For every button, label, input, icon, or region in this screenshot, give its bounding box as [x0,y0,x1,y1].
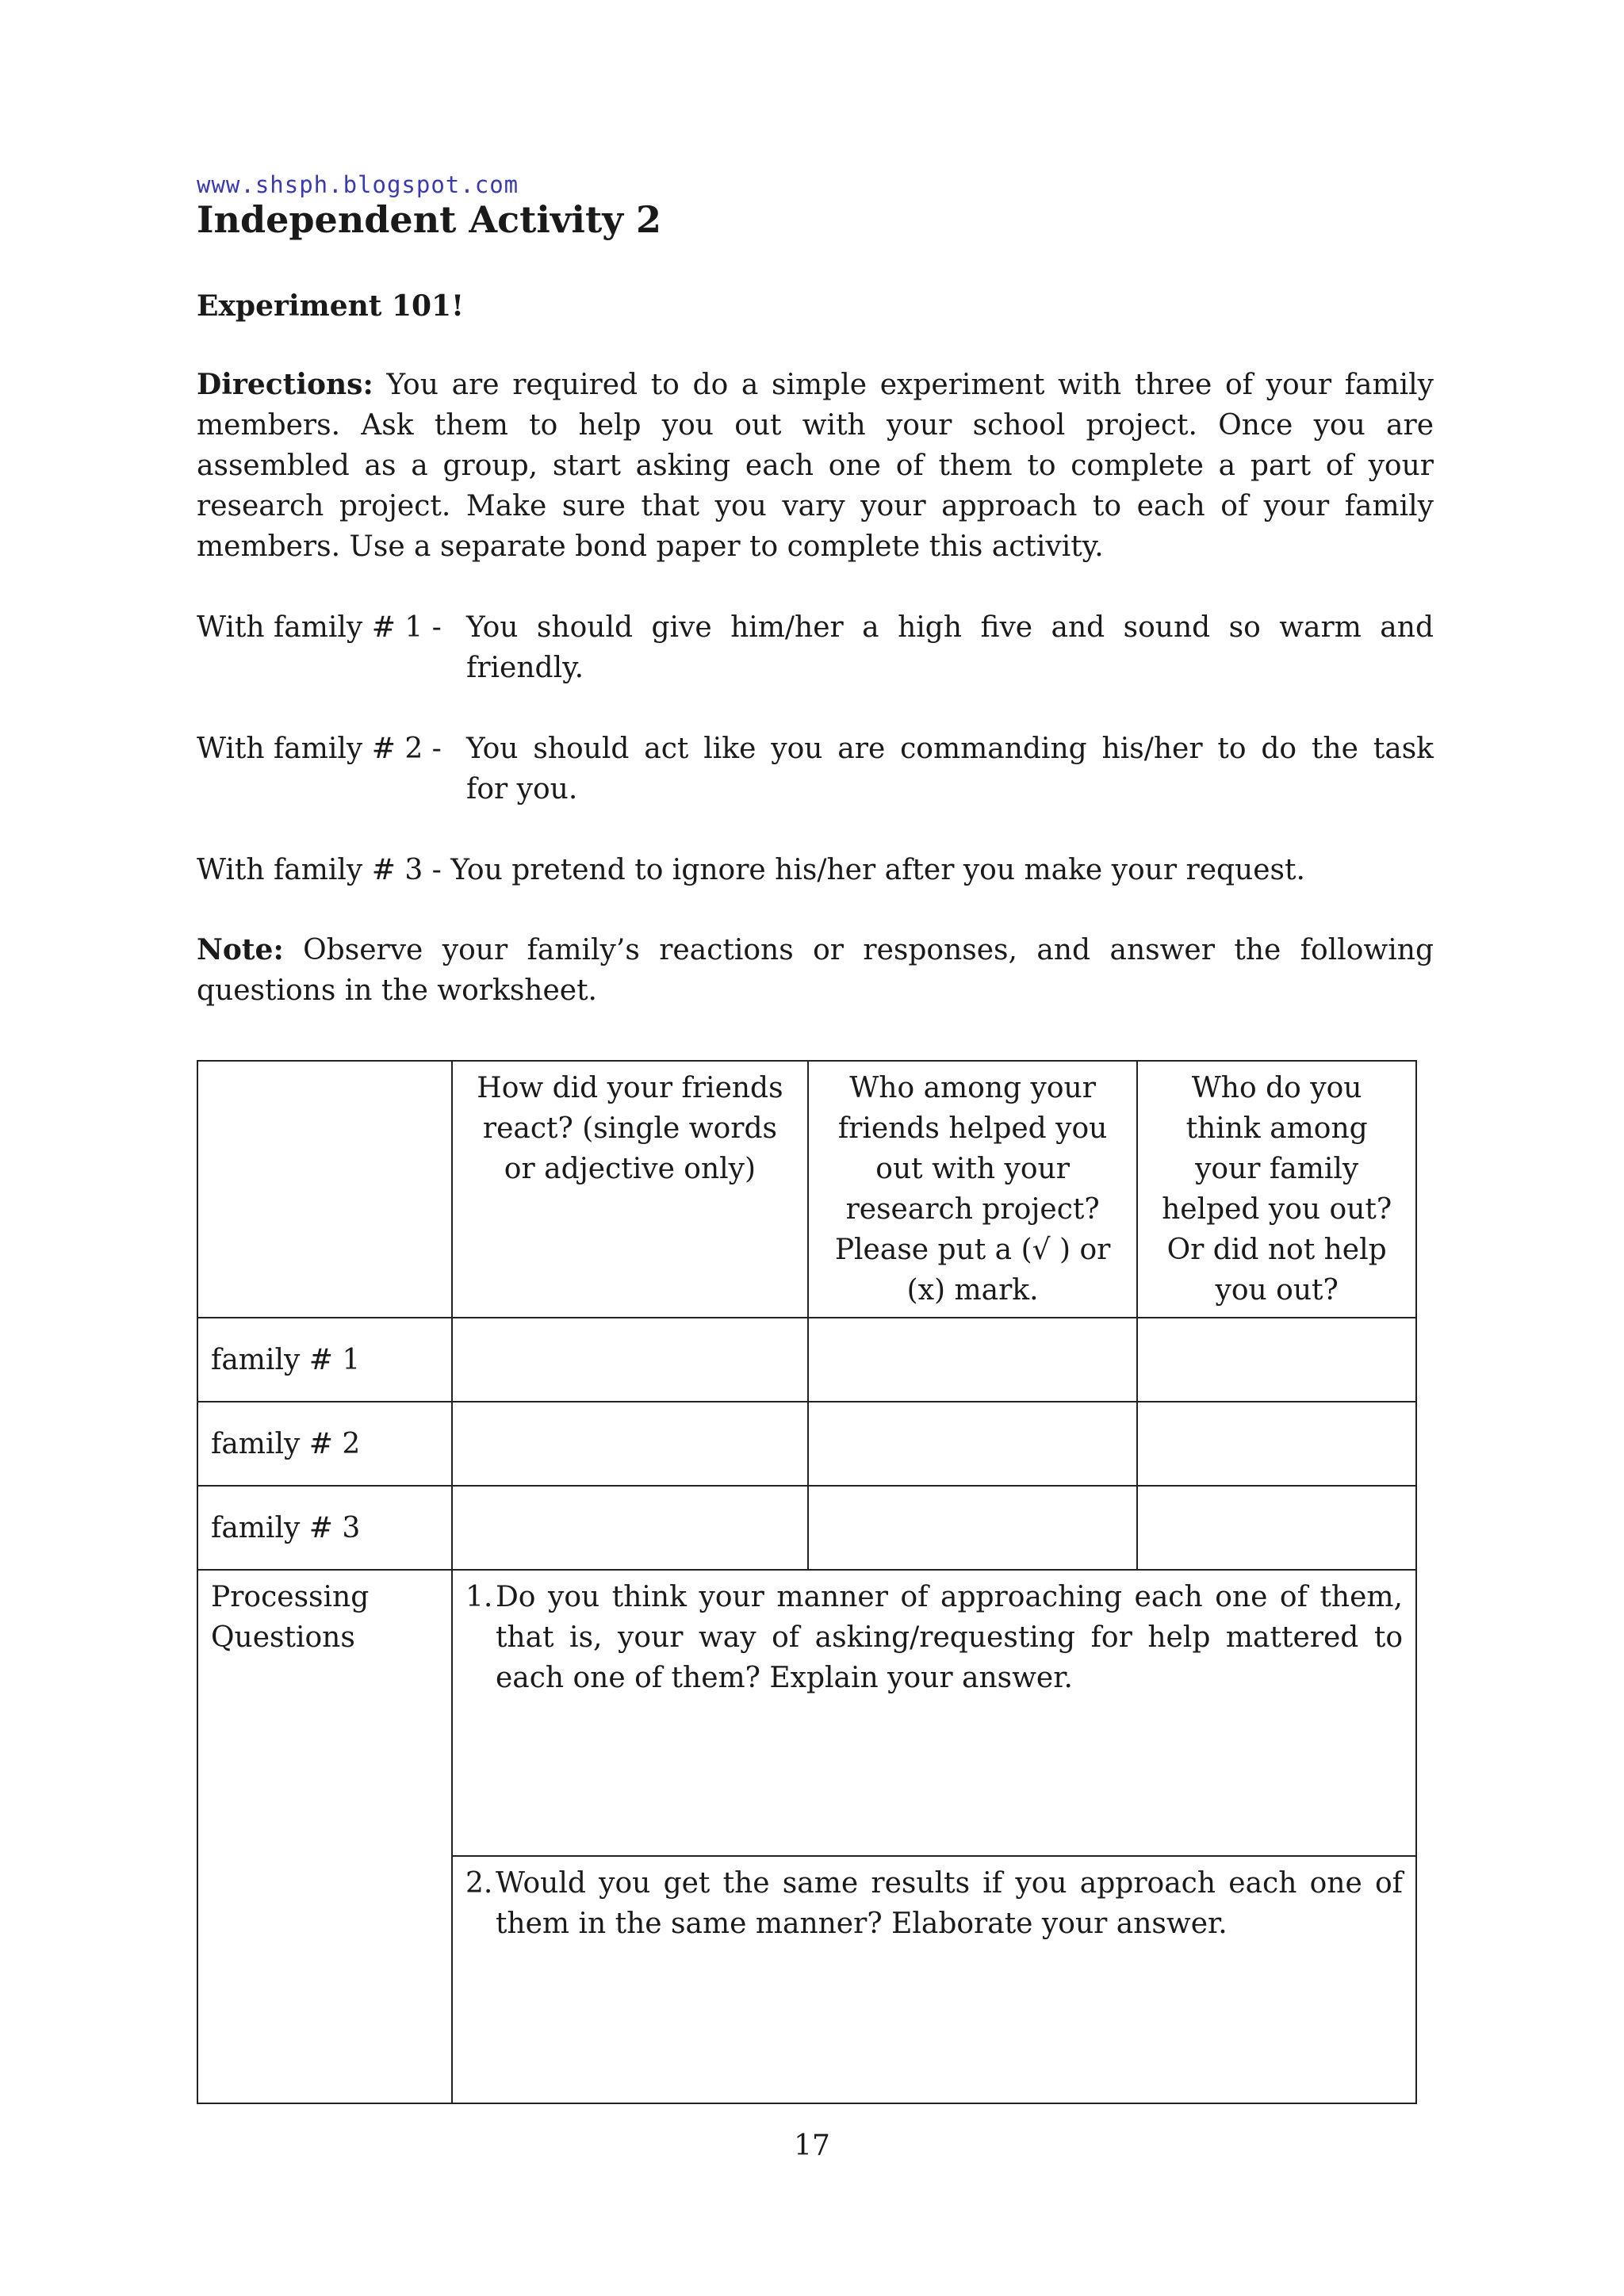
answer-cell[interactable] [808,1318,1137,1402]
question-2 [465,1863,1403,1944]
directions-label: Directions: [197,367,373,401]
answer-cell[interactable] [452,1318,808,1402]
directions-text: You are required to do a simple experiment with three of your family members. Ask them to help you out with your school project. Once you are assembled as a group, start asking each one of them to complete a part of your research project. Make sure that you vary your approach to each of your family members. Use a separate bond paper to complete this activity. [197,368,1434,563]
family-1-prefix: With family # 1 - [197,610,451,644]
answer-cell[interactable] [1137,1486,1416,1570]
page-title: Independent Activity 2 [197,197,662,241]
question-1-number: 1. [465,1581,493,1613]
question-1-text: Do you think your manner of approaching each one of them, that is, your way of asking/requesting for help mattered to each one of them? Explain your answer. [495,1581,1403,1694]
header-blank-cell [197,1061,452,1318]
note-text: Observe your family’s reactions or responses, and answer the following questions in the worksheet. [197,933,1434,1007]
family-instruction-2 [197,729,1434,809]
question-1-cell[interactable] [452,1570,1416,1856]
row-label-family-2: family # 2 [197,1402,452,1486]
answer-cell[interactable] [452,1486,808,1570]
family-2-prefix: With family # 2 - [197,732,451,765]
answer-cell[interactable] [1137,1318,1416,1402]
worksheet-table [197,1060,1417,2104]
family-instruction-1 [197,607,1434,688]
family-2-line1: You should act like you are commanding his/her to do the task [466,732,1434,765]
family-3-line1: You pretend to ignore his/her after you make your request. [450,853,1305,886]
answer-cell[interactable] [808,1486,1137,1570]
header-helped-mark: Who among your friends helped you out with your research project? Please put a (√ ) or (x) mark. [808,1061,1137,1318]
family-1-line2: friendly. [466,651,584,684]
table-row [197,1318,1416,1402]
question-1 [465,1577,1403,1698]
page-content [197,173,1434,1011]
processing-questions-label: Processing Questions [197,1570,452,2103]
note-label: Note: [197,932,284,966]
family-1-line1: You should give him/her a high five and sound so warm and [466,610,1434,644]
note-paragraph [197,930,1434,1011]
activity-subtitle: Experiment 101! [197,289,464,323]
answer-cell[interactable] [452,1402,808,1486]
directions-paragraph [197,365,1434,567]
table-row [197,1486,1416,1570]
header-reaction: How did your friends react? (single words or adjective only) [452,1061,808,1318]
row-label-family-1: family # 1 [197,1318,452,1402]
answer-cell[interactable] [808,1402,1137,1486]
header-family-helped: Who do you think among your family helped you out? Or did not help you out? [1137,1061,1416,1318]
question-2-number: 2. [465,1867,493,1900]
family-instruction-3 [197,850,1434,890]
table-row [197,1402,1416,1486]
family-2-line2: for you. [466,772,578,806]
question-2-text: Would you get the same results if you approach each one of them in the same manner? Elaborate your answer. [495,1867,1403,1940]
family-3-prefix: With family # 3 - [197,853,451,886]
row-label-family-3: family # 3 [197,1486,452,1570]
processing-question-row-1 [197,1570,1416,1856]
page-number: 17 [794,2130,830,2162]
answer-cell[interactable] [1137,1402,1416,1486]
question-2-cell[interactable] [452,1856,1416,2103]
table-header-row [197,1061,1416,1318]
watermark-url: www.shsph.blogspot.com [197,171,519,198]
